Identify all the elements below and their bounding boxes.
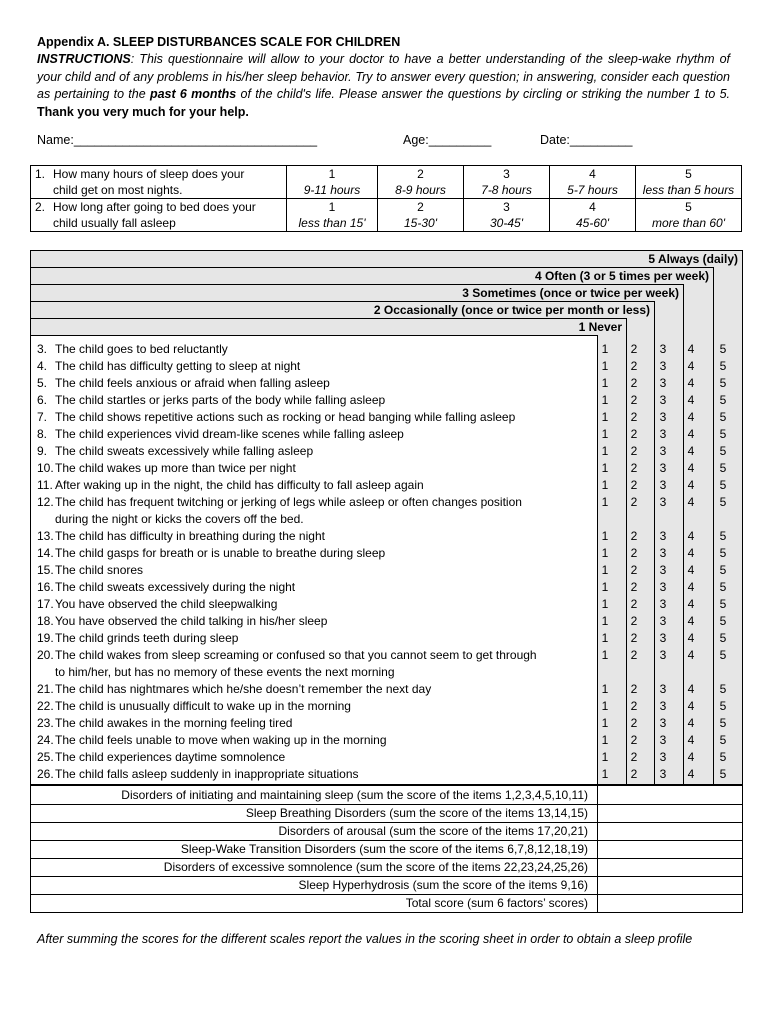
freq-header-occasionally: 2 Occasionally (once or twice per month or less) <box>30 301 654 318</box>
score-option[interactable]: 3 <box>659 631 667 645</box>
score-option[interactable]: 1 <box>601 410 609 424</box>
freq-header-often: 4 Often (3 or 5 times per week) <box>30 267 713 284</box>
score-option[interactable]: 3 <box>659 699 667 713</box>
score-option[interactable]: 1 <box>601 495 609 509</box>
score-option[interactable]: 5 <box>719 495 727 509</box>
item-text: After waking up in the night, the child has difficulty to fall asleep again <box>55 478 424 492</box>
score-option[interactable]: 4 <box>687 410 695 424</box>
item-text: The child shows repetitive actions such as rocking or head banging while falling asleep <box>55 410 516 424</box>
score-option[interactable]: 3 <box>659 342 667 356</box>
item-text: The child has difficulty getting to sleep at night <box>55 359 301 373</box>
item-text: You have observed the child sleepwalking <box>55 597 278 611</box>
score-option[interactable]: 4 <box>687 495 695 509</box>
table-row <box>31 199 742 232</box>
score-option[interactable]: 4 <box>687 767 695 781</box>
score-option[interactable]: 3 <box>659 410 667 424</box>
score-option[interactable]: 4 <box>687 597 695 611</box>
item-text: The child feels anxious or afraid when falling asleep <box>55 376 330 390</box>
score-option[interactable]: 1 <box>601 546 609 560</box>
item-number: 18. <box>37 614 54 628</box>
score-option[interactable]: 4 <box>687 648 695 662</box>
item-number: 11. <box>37 478 53 492</box>
instructions <box>37 51 730 121</box>
summary-row: Sleep Hyperhydrosis (sum the score of the items 9,16) <box>298 878 588 892</box>
summary-score-box[interactable] <box>598 805 742 822</box>
score-option[interactable]: 5 <box>719 750 727 764</box>
score-option[interactable]: 5 <box>719 393 727 407</box>
item-number: 8. <box>37 427 48 441</box>
score-option[interactable]: 1 <box>601 614 609 628</box>
score-option[interactable]: 2 <box>630 461 638 475</box>
item-text-continued: to him/her, but has no memory of these events the next morning <box>55 665 395 679</box>
score-option[interactable]: 2 <box>630 597 638 611</box>
summary-score-box[interactable] <box>598 787 742 804</box>
score-option[interactable]: 5 <box>719 359 727 373</box>
score-option[interactable]: 2 <box>630 376 638 390</box>
score-option[interactable]: 4 <box>687 461 695 475</box>
summary-score-box[interactable] <box>598 823 742 840</box>
score-option[interactable]: 5 <box>719 597 727 611</box>
score-option[interactable]: 2 <box>630 529 638 543</box>
item-number: 3. <box>37 342 48 356</box>
item-number: 14. <box>37 546 54 560</box>
score-option[interactable]: 5 <box>719 478 727 492</box>
page-title: Appendix A. SLEEP DISTURBANCES SCALE FOR CHILDREN <box>37 35 401 49</box>
score-option[interactable]: 1 <box>601 767 609 781</box>
top-questions-table <box>30 165 742 232</box>
item-number: 12. <box>37 495 54 509</box>
score-option[interactable]: 4 <box>687 444 695 458</box>
freq-header-always: 5 Always (daily) <box>30 250 742 267</box>
score-option[interactable]: 4 <box>687 563 695 577</box>
score-option[interactable]: 1 <box>601 478 609 492</box>
item-number: 7. <box>37 410 48 424</box>
score-option[interactable]: 5 <box>719 682 727 696</box>
item-number: 23. <box>37 716 54 730</box>
summary-row: Sleep Breathing Disorders (sum the score of the items 13,14,15) <box>245 806 588 820</box>
option-cell[interactable]: 4 5-7 hours <box>550 166 636 199</box>
score-option[interactable]: 1 <box>601 359 609 373</box>
summary-row: Disorders of initiating and maintaining sleep (sum the score of the items 1,2,3,4,5,10,11) <box>121 788 588 802</box>
item-text-continued: during the night or kicks the covers off the bed. <box>55 512 304 526</box>
score-option[interactable]: 5 <box>719 461 727 475</box>
score-option[interactable]: 4 <box>687 580 695 594</box>
score-option[interactable]: 2 <box>630 495 638 509</box>
item-number: 19. <box>37 631 54 645</box>
item-text: The child awakes in the morning feeling tired <box>55 716 293 730</box>
summary-score-box[interactable] <box>598 895 742 912</box>
item-text: The child falls asleep suddenly in inappropriate situations <box>55 767 359 781</box>
question-cell: 2. How long after going to bed does your child usually fall asleep <box>31 199 287 232</box>
item-text: The child wakes from sleep screaming or confused so that you cannot seem to get through <box>55 648 537 662</box>
option-cell[interactable]: 1 less than 15' <box>287 199 378 232</box>
score-option[interactable]: 5 <box>719 767 727 781</box>
score-option[interactable]: 1 <box>601 750 609 764</box>
score-option[interactable]: 5 <box>719 342 727 356</box>
item-number: 16. <box>37 580 54 594</box>
item-number: 6. <box>37 393 48 407</box>
score-option[interactable]: 2 <box>630 444 638 458</box>
score-option[interactable]: 2 <box>630 393 638 407</box>
score-option[interactable]: 2 <box>630 410 638 424</box>
item-text: The child wakes up more than twice per night <box>55 461 296 475</box>
item-number: 15. <box>37 563 54 577</box>
item-number: 5. <box>37 376 48 390</box>
item-number: 25. <box>37 750 54 764</box>
item-number: 26. <box>37 767 54 781</box>
summary-score-box[interactable] <box>598 877 742 894</box>
name-field[interactable]: Name:___________________________________ <box>37 133 318 147</box>
score-option[interactable]: 5 <box>719 733 727 747</box>
score-option[interactable]: 2 <box>630 750 638 764</box>
score-option[interactable]: 3 <box>659 614 667 628</box>
score-option[interactable]: 2 <box>630 716 638 730</box>
summary-row: Disorders of arousal (sum the score of the items 17,20,21) <box>278 824 588 838</box>
item-text: The child goes to bed reluctantly <box>55 342 228 356</box>
score-option[interactable]: 3 <box>659 359 667 373</box>
score-option[interactable]: 1 <box>601 376 609 390</box>
score-option[interactable]: 5 <box>719 444 727 458</box>
score-option[interactable]: 2 <box>630 767 638 781</box>
item-text: The child experiences vivid dream-like scenes while falling asleep <box>55 427 404 441</box>
item-number: 17. <box>37 597 54 611</box>
footer-note: After summing the scores for the different scales report the values in the scoring sheet in order to obtain a sleep profile <box>37 932 693 946</box>
item-text: The child snores <box>55 563 144 577</box>
score-option[interactable]: 4 <box>687 478 695 492</box>
score-option[interactable]: 3 <box>659 580 667 594</box>
item-text: The child has frequent twitching or jerking of legs while asleep or often changes position <box>55 495 522 509</box>
item-text: The child grinds teeth during sleep <box>55 631 239 645</box>
option-cell[interactable]: 5 less than 5 hours <box>636 166 742 199</box>
summary-score-box[interactable] <box>598 859 742 876</box>
score-option[interactable]: 4 <box>687 682 695 696</box>
score-option[interactable]: 2 <box>630 427 638 441</box>
score-option[interactable]: 5 <box>719 580 727 594</box>
item-text: The child sweats excessively while falling asleep <box>55 444 314 458</box>
score-option[interactable]: 5 <box>719 716 727 730</box>
score-option[interactable]: 4 <box>687 393 695 407</box>
score-option[interactable]: 3 <box>659 546 667 560</box>
instructions-text-1: : This questionnaire will allow to your doctor to have a better understanding of the sleep-wake rhythm of your child and of any problems in his/her sleep behavior. Try to answer every question; in answering, consider each question as pertaining to the <box>37 52 730 101</box>
option-cell[interactable]: 1 9-11 hours <box>287 166 378 199</box>
option-cell[interactable]: 2 8-9 hours <box>378 166 464 199</box>
score-option[interactable]: 4 <box>687 699 695 713</box>
score-option[interactable]: 4 <box>687 614 695 628</box>
freq-header-sometimes: 3 Sometimes (once or twice per week) <box>30 284 683 301</box>
score-option[interactable]: 1 <box>601 682 609 696</box>
date-field[interactable]: Date:_________ <box>540 133 633 147</box>
option-cell[interactable]: 4 45-60' <box>550 199 636 232</box>
score-option[interactable]: 3 <box>659 427 667 441</box>
score-option[interactable]: 4 <box>687 529 695 543</box>
score-option[interactable]: 3 <box>659 478 667 492</box>
item-number: 20. <box>37 648 54 662</box>
item-text: The child sweats excessively during the night <box>55 580 296 594</box>
score-option[interactable]: 5 <box>719 648 727 662</box>
score-option[interactable]: 3 <box>659 495 667 509</box>
score-option[interactable]: 1 <box>601 631 609 645</box>
score-option[interactable]: 4 <box>687 733 695 747</box>
score-option[interactable]: 2 <box>630 648 638 662</box>
summary-row: Disorders of excessive somnolence (sum the score of the items 22,23,24,25,26) <box>163 860 588 874</box>
score-option[interactable]: 1 <box>601 427 609 441</box>
score-option[interactable]: 1 <box>601 444 609 458</box>
score-option[interactable]: 3 <box>659 767 667 781</box>
score-option[interactable]: 1 <box>601 529 609 543</box>
score-option[interactable]: 3 <box>659 393 667 407</box>
score-option[interactable]: 3 <box>659 376 667 390</box>
item-text: You have observed the child talking in his/her sleep <box>55 614 328 628</box>
instructions-label: INSTRUCTIONS <box>37 52 131 66</box>
score-option[interactable]: 1 <box>601 393 609 407</box>
score-option[interactable]: 1 <box>601 342 609 356</box>
option-cell[interactable]: 5 more than 60' <box>636 199 742 232</box>
score-option[interactable]: 1 <box>601 597 609 611</box>
score-option[interactable]: 3 <box>659 648 667 662</box>
item-text: The child has difficulty in breathing during the night <box>55 529 325 543</box>
summary-row: Sleep-Wake Transition Disorders (sum the score of the items 6,7,8,12,18,19) <box>180 842 588 856</box>
score-option[interactable]: 5 <box>719 410 727 424</box>
table-row <box>31 166 742 199</box>
score-option[interactable]: 2 <box>630 580 638 594</box>
item-number: 13. <box>37 529 54 543</box>
score-option[interactable]: 5 <box>719 529 727 543</box>
score-option[interactable]: 5 <box>719 546 727 560</box>
score-option[interactable]: 1 <box>601 648 609 662</box>
score-option[interactable]: 1 <box>601 461 609 475</box>
item-text: The child startles or jerks parts of the body while falling asleep <box>55 393 386 407</box>
score-option[interactable]: 3 <box>659 563 667 577</box>
score-option[interactable]: 4 <box>687 427 695 441</box>
score-option[interactable]: 3 <box>659 750 667 764</box>
item-text: The child experiences daytime somnolence <box>55 750 286 764</box>
score-option[interactable]: 4 <box>687 716 695 730</box>
score-option[interactable]: 5 <box>719 631 727 645</box>
summary-score-box[interactable] <box>598 841 742 858</box>
score-option[interactable]: 1 <box>601 733 609 747</box>
item-number: 22. <box>37 699 54 713</box>
score-option[interactable]: 4 <box>687 546 695 560</box>
score-option[interactable]: 2 <box>630 478 638 492</box>
score-option[interactable]: 4 <box>687 359 695 373</box>
item-number: 9. <box>37 444 48 458</box>
score-option[interactable]: 2 <box>630 614 638 628</box>
score-option[interactable]: 4 <box>687 750 695 764</box>
score-option[interactable]: 4 <box>687 631 695 645</box>
score-option[interactable]: 3 <box>659 444 667 458</box>
score-option[interactable]: 5 <box>719 614 727 628</box>
score-option[interactable]: 2 <box>630 546 638 560</box>
score-option[interactable]: 1 <box>601 716 609 730</box>
option-cell[interactable]: 3 7-8 hours <box>464 166 550 199</box>
score-option[interactable]: 1 <box>601 580 609 594</box>
score-option[interactable]: 1 <box>601 699 609 713</box>
score-option[interactable]: 2 <box>630 699 638 713</box>
item-number: 4. <box>37 359 48 373</box>
item-text: The child feels unable to move when waking up in the morning <box>55 733 387 747</box>
score-option[interactable]: 2 <box>630 342 638 356</box>
item-text: The child gasps for breath or is unable to breathe during sleep <box>55 546 386 560</box>
freq-header-never: 1 Never <box>30 318 626 335</box>
option-cell[interactable]: 3 30-45' <box>464 199 550 232</box>
item-number: 24. <box>37 733 54 747</box>
score-option[interactable]: 5 <box>719 699 727 713</box>
score-option[interactable]: 3 <box>659 682 667 696</box>
score-option[interactable]: 3 <box>659 733 667 747</box>
item-number: 10. <box>37 461 54 475</box>
score-option[interactable]: 2 <box>630 631 638 645</box>
instructions-emphasis: past 6 months <box>149 87 237 101</box>
item-text: The child has nightmares which he/she doesn’t remember the next day <box>55 682 432 696</box>
score-option[interactable]: 3 <box>659 716 667 730</box>
option-cell[interactable]: 2 15-30' <box>378 199 464 232</box>
score-option[interactable]: 4 <box>687 376 695 390</box>
question-cell: 1. How many hours of sleep does your child get on most nights. <box>31 166 287 199</box>
score-option[interactable]: 3 <box>659 597 667 611</box>
score-option[interactable]: 2 <box>630 359 638 373</box>
score-option[interactable]: 5 <box>719 427 727 441</box>
instructions-text-2: of the child's life. Please answer the questions by circling or striking the number 1 to 5. <box>240 87 730 101</box>
score-option[interactable]: 2 <box>630 733 638 747</box>
age-field[interactable]: Age:_________ <box>403 133 492 147</box>
score-option[interactable]: 4 <box>687 342 695 356</box>
summary-row: Total score (sum 6 factors’ scores) <box>405 896 588 910</box>
item-number: 21. <box>37 682 54 696</box>
score-option[interactable]: 2 <box>630 682 638 696</box>
item-text: The child is unusually difficult to wake up in the morning <box>55 699 351 713</box>
score-option[interactable]: 3 <box>659 529 667 543</box>
score-option[interactable]: 5 <box>719 563 727 577</box>
score-option[interactable]: 3 <box>659 461 667 475</box>
score-option[interactable]: 5 <box>719 376 727 390</box>
score-option[interactable]: 2 <box>630 563 638 577</box>
instructions-thanks: Thank you very much for your help. <box>37 104 249 119</box>
score-option[interactable]: 1 <box>601 563 609 577</box>
